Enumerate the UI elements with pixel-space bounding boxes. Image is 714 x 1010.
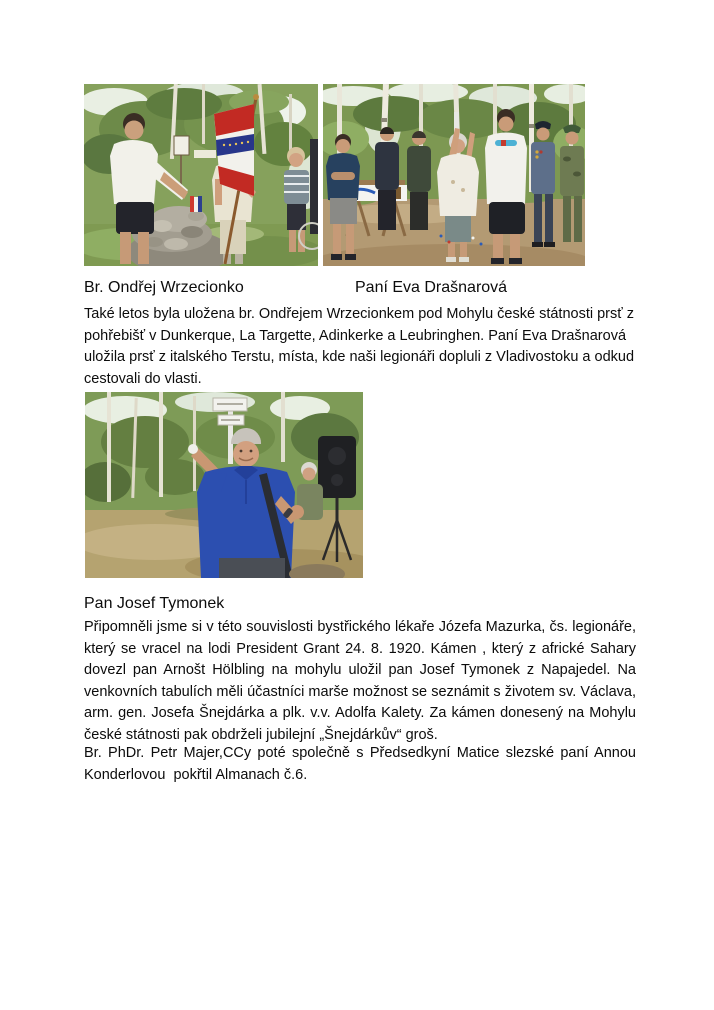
photo-drasnarova-ceremony bbox=[323, 84, 585, 266]
paragraph-3: Br. PhDr. Petr Majer,CCy poté společně s Předsedkyní Matice slezské paní Annou Konderlovou pokřtil Almanach č.6. bbox=[84, 745, 641, 783]
photo-wrzecionko-illustration bbox=[84, 84, 318, 266]
paragraph-2: Připomněli jsme si v této souvislosti bystřického lékaře Józefa Mazurka, čs. legionáře, který se vracel na lodi President Grant 24. 8. 1920. Kámen , který z africké Sahary dovezl pan Arnošt Hölbling na mohylu uložil pan Josef Tymonek z Napajedel. Na venkovních tabulích měli účastníci marše možnost se seznámit s životem sv. Václava, arm. gen. Josefa Šnejdárka a plk. v.v. Adolfa Kalety. Za kámen donesený na Mohylu české státnosti pak obdrželi jubilejní „Šnejdárkův“ groš. bbox=[84, 619, 636, 743]
caption-drasnarova: Paní Eva Drašnarová bbox=[355, 279, 508, 296]
photo-wrzecionko-flag-ceremony bbox=[84, 84, 318, 266]
caption-wrzecionko: Br. Ondřej Wrzecionko bbox=[84, 279, 244, 296]
caption-tymonek: Pan Josef Tymonek bbox=[84, 595, 225, 612]
tricolor-ribbon bbox=[190, 196, 202, 212]
person-dark-jacket bbox=[375, 127, 399, 230]
photo-drasnarova-illustration bbox=[323, 84, 585, 266]
photo-tymonek bbox=[85, 392, 363, 578]
photo-tymonek-illustration bbox=[85, 392, 363, 578]
paragraph-1: Také letos byla uložena br. Ondřejem Wrzecionkem pod Mohylu české státnosti prsť z pohřebišť v Dunkerque, La Targette, Adinkerke a Leubringhen. Paní Eva Drašnarová uložila prsť z italského Terstu, místa, kde naši legionáři dopluli z Vladivostoku a odkud cestovali do vlasti. bbox=[84, 306, 635, 387]
